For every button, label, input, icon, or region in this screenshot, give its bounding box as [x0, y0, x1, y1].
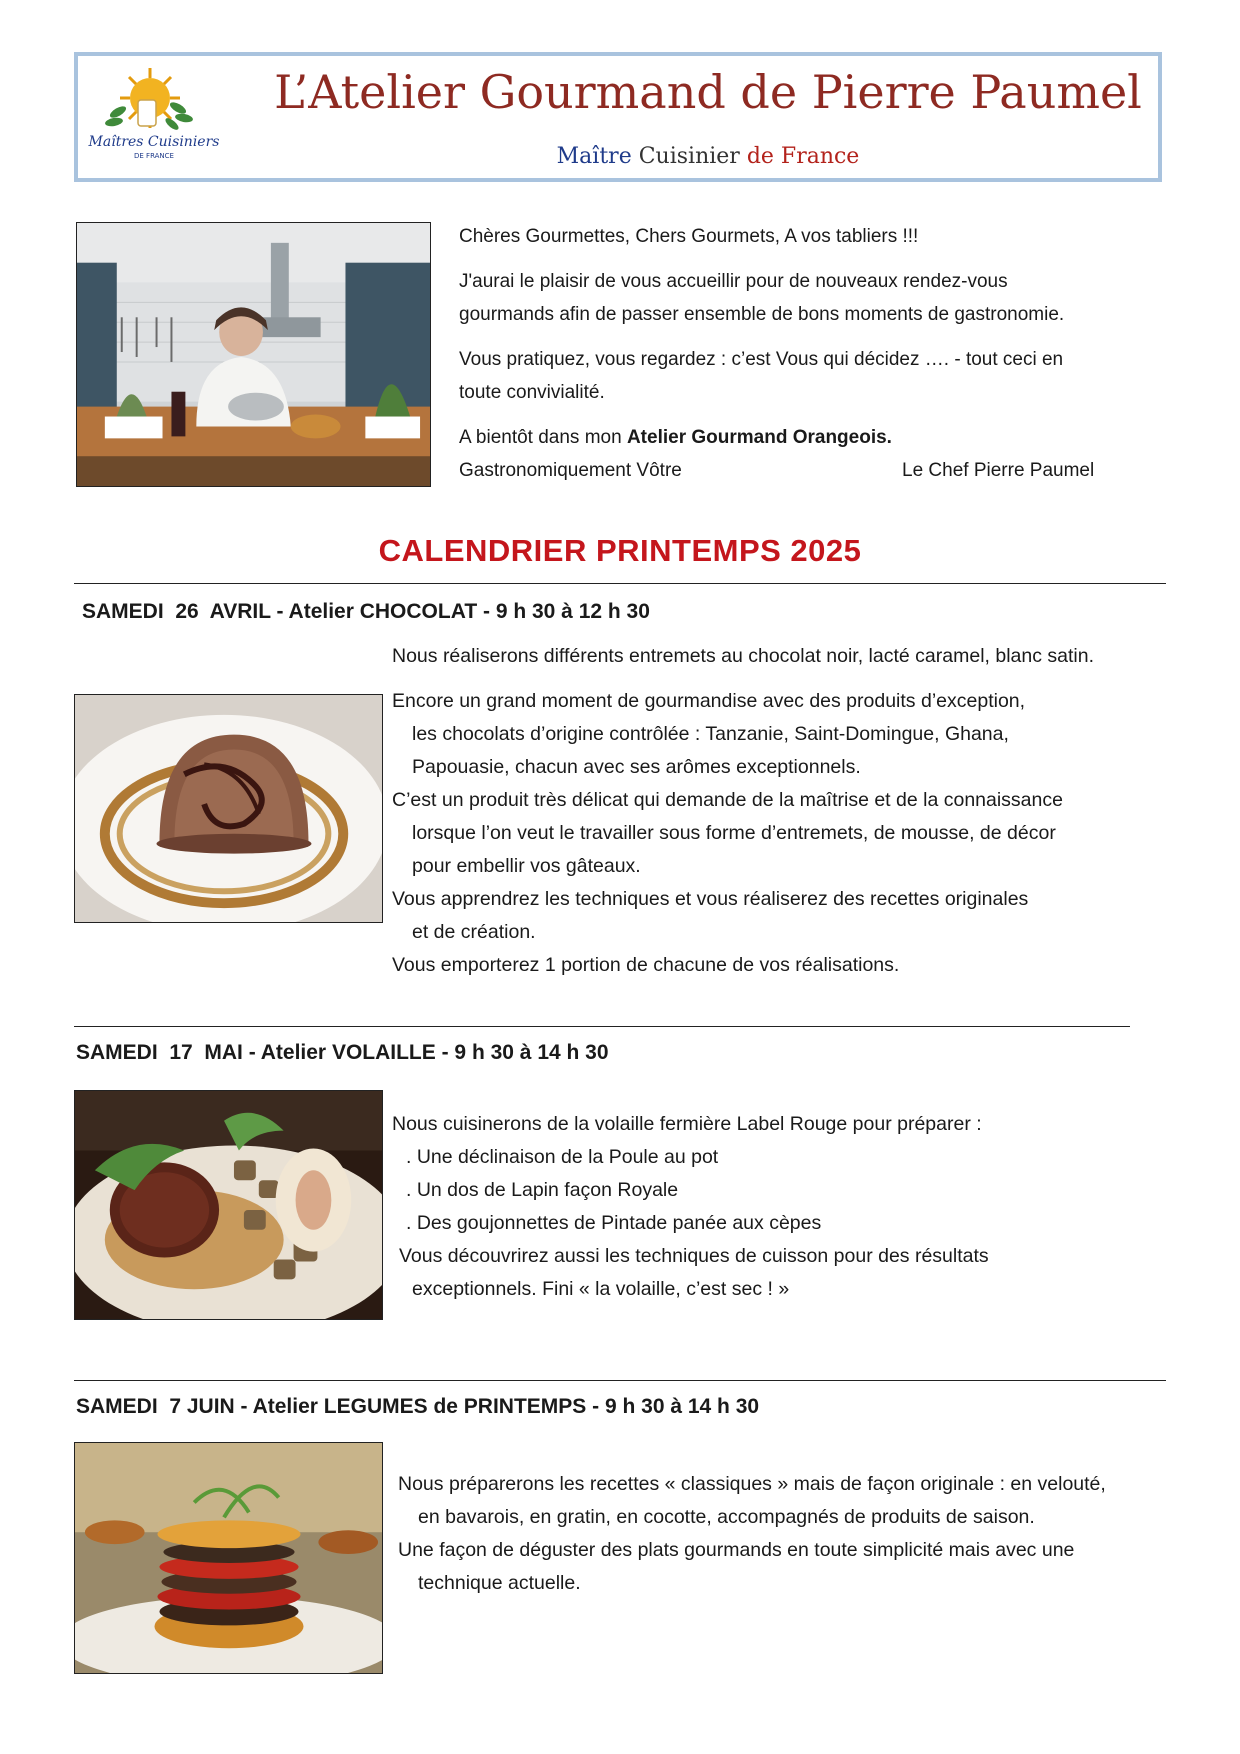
intro-greeting: Chères Gourmettes, Chers Gourmets, A vos tabliers !!!: [459, 226, 919, 247]
subtitle-maitre: Maître: [556, 144, 632, 169]
chocolat-line: lorsque l’on veut le travailler sous forme d’entremets, de mousse, de décor: [412, 822, 1056, 844]
event-desc-chocolat: [392, 640, 1232, 982]
volaille-line: Nous cuisinerons de la volaille fermière Label Rouge pour préparer :: [392, 1113, 982, 1135]
chocolat-line: Encore un grand moment de gourmandise avec des produits d’exception,: [392, 690, 1026, 712]
legumes-line: technique actuelle.: [418, 1572, 581, 1594]
intro-section: [459, 220, 1219, 487]
calendar-title: CALENDRIER PRINTEMPS 2025: [378, 533, 862, 568]
intro-signoff: [459, 454, 1149, 487]
logo-text: Maîtres Cuisiniers: [88, 134, 220, 150]
volaille-line: . Des goujonnettes de Pintade panée aux cèpes: [406, 1212, 822, 1234]
chocolat-line: C’est un produit très délicat qui demande de la maîtrise et de la connaissance: [392, 789, 1063, 811]
vegetable-stack-photo: [74, 1442, 383, 1674]
chocolat-line: Vous apprendrez les techniques et vous réaliserez des recettes originales: [392, 888, 1029, 910]
chef-kitchen-photo: [76, 222, 431, 487]
intro-closing-prefix: A bientôt dans mon: [459, 427, 627, 448]
subtitle-france: de France: [746, 144, 860, 169]
signoff-left: Gastronomiquement Vôtre: [459, 460, 682, 481]
volaille-line: . Un dos de Lapin façon Royale: [406, 1179, 679, 1201]
intro-para1-line1: J'aurai le plaisir de vous accueillir pour de nouveaux rendez-vous: [459, 271, 1008, 292]
intro-para2-line2: toute convivialité.: [459, 382, 605, 403]
volaille-line: Vous découvrirez aussi les techniques de cuisson pour des résultats: [399, 1245, 989, 1267]
intro-para2-line1: Vous pratiquez, vous regardez : c’est Vous qui décidez …. - tout ceci en: [459, 349, 1064, 370]
chocolat-line: pour embellir vos gâteaux.: [412, 855, 641, 877]
intro-para1-line2: gourmands afin de passer ensemble de bons moments de gastronomie.: [459, 304, 1065, 325]
event-desc-legumes: [398, 1468, 1228, 1600]
volaille-line: . Une déclinaison de la Poule au pot: [406, 1146, 719, 1168]
legumes-line: Nous préparerons les recettes « classiques » mais de façon originale : en velouté,: [398, 1473, 1106, 1495]
signoff-right: Le Chef Pierre Paumel: [902, 460, 1095, 481]
chocolat-line: Papouasie, chacun avec ses arômes exceptionnels.: [412, 756, 861, 778]
legumes-line: Une façon de déguster des plats gourmands en toute simplicité mais avec une: [398, 1539, 1075, 1561]
event-heading-legumes: SAMEDI 7 JUIN - Atelier LEGUMES de PRINTEMPS - 9 h 30 à 14 h 30: [76, 1395, 760, 1418]
chocolat-line: Nous réaliserons différents entremets au chocolat noir, lacté caramel, blanc satin.: [392, 645, 1094, 667]
intro-closing-bold: Atelier Gourmand Orangeois.: [626, 427, 892, 448]
page-subtitle: [74, 142, 1162, 172]
divider: [74, 1026, 1130, 1027]
chocolat-line: les chocolats d’origine contrôlée : Tanzanie, Saint-Domingue, Ghana,: [412, 723, 1009, 745]
divider: [74, 583, 1166, 584]
volaille-line: exceptionnels. Fini « la volaille, c’est sec ! »: [412, 1278, 790, 1300]
subtitle-cuisinier: Cuisinier: [638, 144, 740, 169]
chocolate-dessert-photo: [74, 694, 383, 923]
intro-closing: [459, 421, 1219, 454]
poultry-dish-photo: [74, 1090, 383, 1320]
legumes-line: en bavarois, en gratin, en cocotte, accompagnés de produits de saison.: [418, 1506, 1035, 1528]
chocolat-line: et de création.: [412, 921, 536, 943]
event-heading-chocolat: SAMEDI 26 AVRIL - Atelier CHOCOLAT - 9 h 30 à 12 h 30: [82, 600, 650, 623]
logo-subtext: DE FRANCE: [134, 152, 174, 160]
chocolat-line: Vous emporterez 1 portion de chacune de vos réalisations.: [392, 954, 900, 976]
event-heading-volaille: SAMEDI 17 MAI - Atelier VOLAILLE - 9 h 30 à 14 h 30: [76, 1041, 609, 1064]
event-desc-volaille: [392, 1108, 1232, 1306]
page-title: L’Atelier Gourmand de Pierre Paumel: [274, 65, 1142, 119]
divider: [74, 1380, 1166, 1381]
